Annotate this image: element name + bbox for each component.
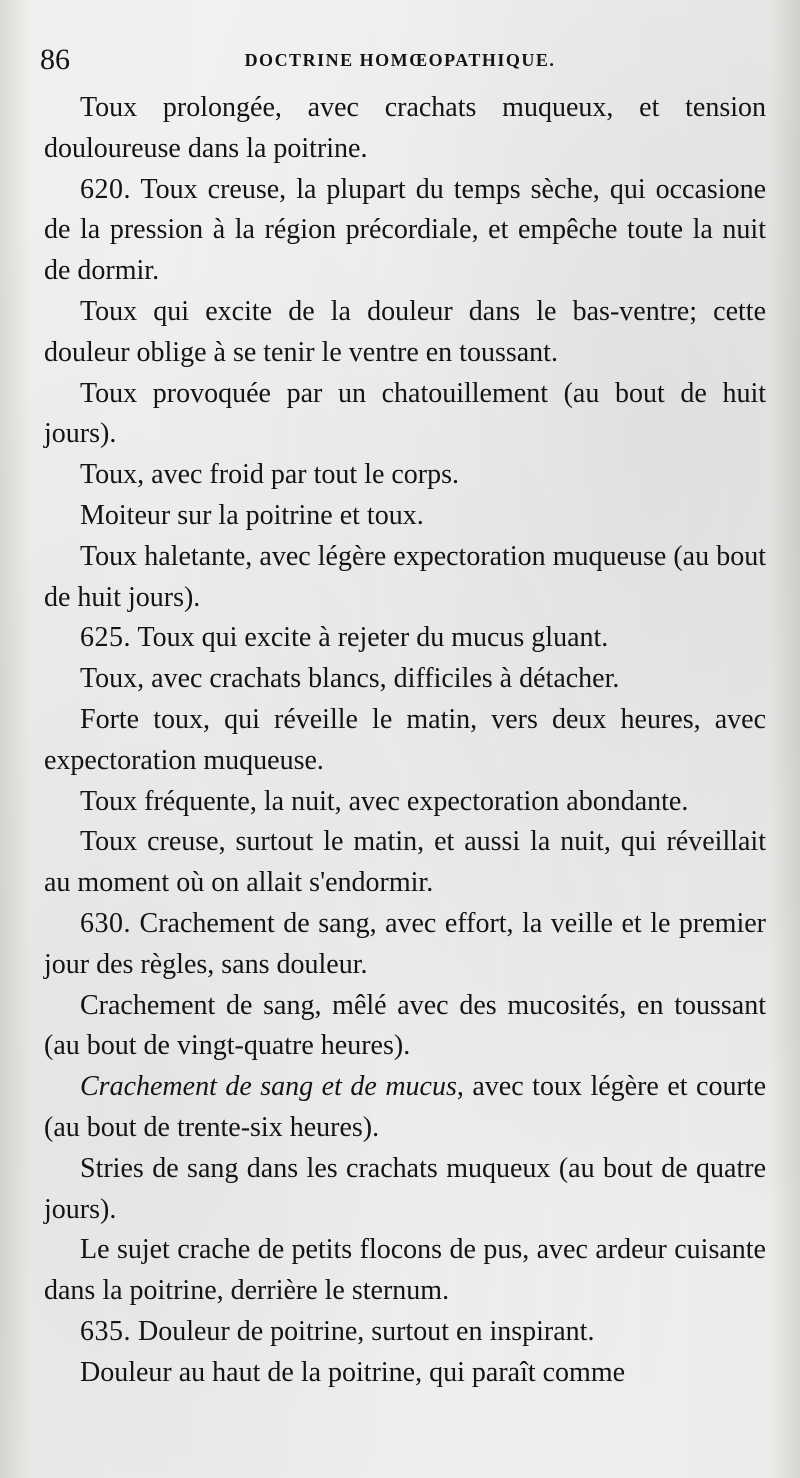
paragraph: Crachement de sang, mêlé avec des mucosités, en toussant (au bout de vingt-quatre heures). [44,989,766,1062]
paragraph: Toux qui excite de la douleur dans le bas-ventre; cette douleur oblige à se tenir le ventre en toussant. [44,295,766,368]
paragraph: Stries de sang dans les crachats muqueux (au bout de quatre jours). [44,1152,766,1225]
page-number: 86 [40,43,70,76]
paragraph-number: 620. [80,173,131,205]
paragraph: Moiteur sur la poitrine et toux. [80,499,424,531]
paragraph: Toux provoquée par un chatouillement (au bout de huit jours). [44,377,766,450]
paragraph-620: 620. Toux creuse, la plupart du temps sèche, qui occasione de la pression à la région précordiale, et empêche toute la nuit de dormir. [44,173,766,287]
italic-phrase: Crachement de sang et de mucus [80,1071,457,1103]
paragraph: Toux creuse, surtout le matin, et aussi la nuit, qui réveillait au moment où on allait s'endormir. [44,826,766,899]
paragraph: Toux haletante, avec légère expectoration muqueuse (au bout de huit jours). [44,540,766,613]
paragraph-number: 630. [80,907,131,939]
paragraph: Crachement de sang et de mucus, avec toux légère et courte (au bout de trente-six heures). [44,1071,766,1143]
paragraph: Forte toux, qui réveille le matin, vers deux heures, avec expectoration muqueuse. [44,703,766,776]
paragraph-625: 625. Toux qui excite à rejeter du mucus gluant. [80,622,609,654]
paragraph: Toux fréquente, la nuit, avec expectoration abondante. [80,785,689,817]
running-title: DOCTRINE HOMŒOPATHIQUE. [244,50,556,70]
paragraph: Toux, avec froid par tout le corps. [80,459,460,491]
paragraph-630: 630. Crachement de sang, avec effort, la veille et le premier jour des règles, sans douleur. [44,907,766,980]
paragraph-number: 635. [80,1315,131,1347]
paragraph: Toux prolongée, avec crachats muqueux, et tension douloureuse dans la poitrine. [44,92,766,164]
paragraph: Toux, avec crachats blancs, difficiles à détacher. [80,663,620,695]
paragraph-635: 635. Douleur de poitrine, surtout en inspirant. [80,1315,595,1347]
page-header [40,40,760,80]
paragraph-number: 625. [80,622,131,654]
paragraph: Douleur au haut de la poitrine, qui paraît comme [80,1356,626,1388]
paragraph: Le sujet crache de petits flocons de pus, avec ardeur cuisante dans la poitrine, derrière le sternum. [44,1234,766,1307]
body-text [44,88,766,1394]
